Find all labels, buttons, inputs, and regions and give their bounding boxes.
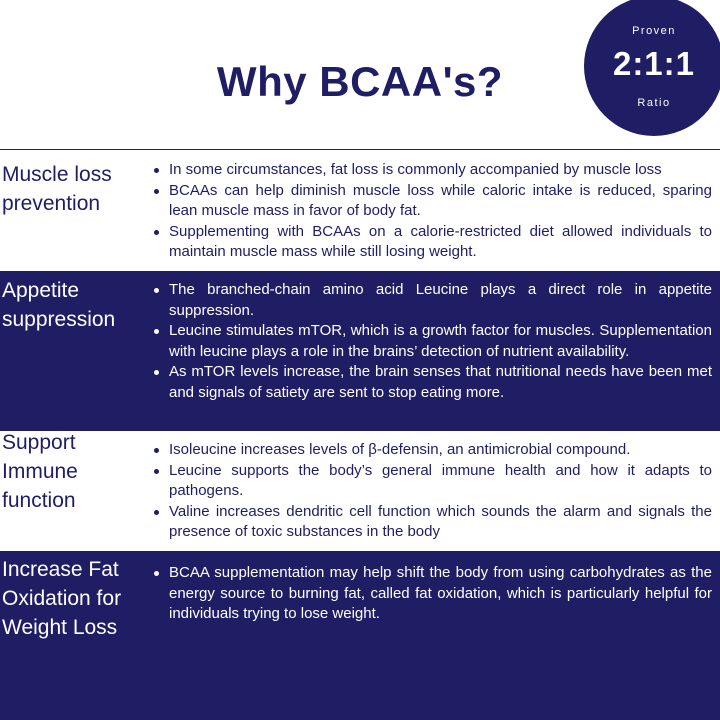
bullet-list <box>152 440 712 543</box>
bullet-item: The branched-chain amino acid Leucine plays a direct role in appetite suppression. <box>152 280 712 321</box>
section-fat-oxidation <box>0 551 720 720</box>
bullet-item: As mTOR levels increase, the brain senses that nutritional needs have been met and signals of satiety are sent to stop eating more. <box>152 362 712 403</box>
bullet-list <box>152 160 712 263</box>
section-title: Muscle loss prevention <box>2 163 112 215</box>
bullet-item: Supplementing with BCAAs on a calorie-restricted diet allowed individuals to maintain muscle mass while still losing weight. <box>152 222 712 263</box>
badge-top-label: Proven <box>632 25 676 37</box>
page-title: Why BCAA's? <box>216 58 504 105</box>
bullet-item: BCAAs can help diminish muscle loss while caloric intake is reduced, sparing lean muscle mass in favor of body fat. <box>152 181 712 222</box>
section-title: Increase Fat Oxidation for Weight Loss <box>2 558 122 639</box>
bullet-item: Valine increases dendritic cell function which sounds the alarm and signals the presence of toxic substances in the body <box>152 502 712 543</box>
section-title: Appetite suppression <box>2 279 116 331</box>
section-appetite <box>0 271 720 431</box>
bullet-item: In some circumstances, fat loss is commonly accompanied by muscle loss <box>152 160 712 181</box>
badge-ratio: 2:1:1 <box>612 45 696 82</box>
bullet-item: Leucine stimulates mTOR, which is a growth factor for muscles. Supplementation with leucine plays a role in the brains’ detection of nutrient availability. <box>152 321 712 362</box>
section-title: Support Immune function <box>2 431 78 512</box>
bullet-list <box>152 280 712 403</box>
bullet-item: BCAA supplementation may help shift the body from using carbohydrates as the energy source to burning fat, called fat oxidation, which is particularly helpful for individuals trying to lose weight. <box>152 563 712 625</box>
bullet-item: Isoleucine increases levels of β-defensin, an antimicrobial compound. <box>152 440 712 461</box>
ratio-badge <box>584 0 720 136</box>
badge-bottom-label: Ratio <box>637 97 671 109</box>
bullet-list <box>152 563 712 625</box>
header <box>0 0 720 150</box>
section-muscle-loss <box>0 150 720 271</box>
bullet-item: Leucine supports the body’s general immune health and how it adapts to pathogens. <box>152 461 712 502</box>
section-immune <box>0 431 720 551</box>
header-divider <box>0 149 720 150</box>
